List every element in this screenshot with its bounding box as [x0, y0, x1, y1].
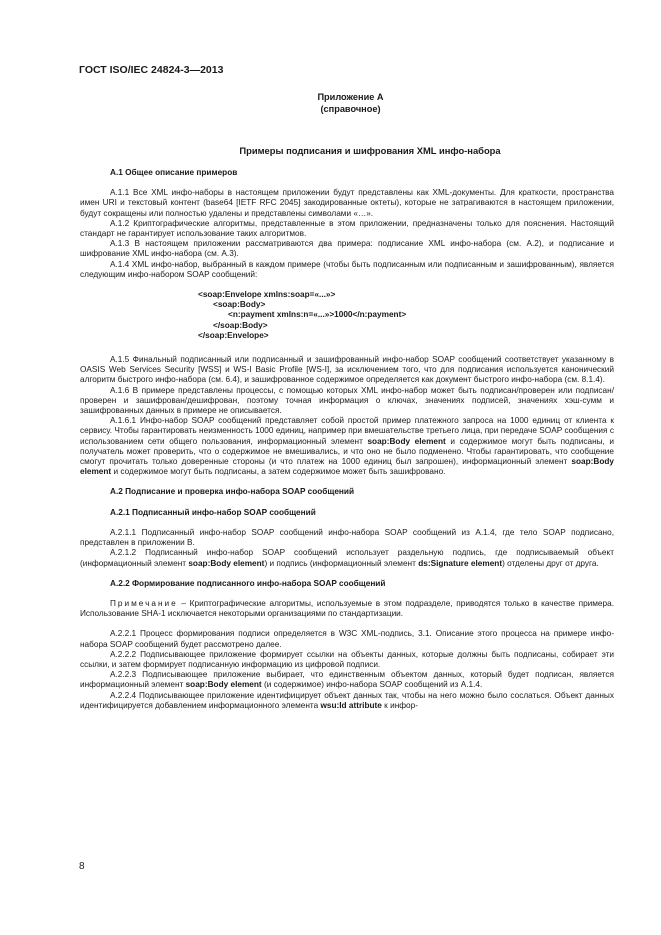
note: Примечание – Криптографические алгоритмы, используемые в этом подразделе, приводятся только в качестве примера. Использование SHA-1 исключается некоторыми организациями по стандартизации. [80, 598, 614, 619]
page-number: 8 [79, 861, 85, 872]
document-body [80, 168, 614, 711]
code-line: </soap:Envelope> [198, 330, 269, 340]
code-line: <soap:Envelope xmlns:soap=«...»> [198, 290, 336, 300]
standard-header: ГОСТ ISO/IEC 24824-3—2013 [79, 64, 224, 76]
paragraph-a12: А.1.2 Криптографические алгоритмы, представленные в этом приложении, предназначены только для пояснения. Настоящий стандарт не гарантирует использование таких алгоритмов. [80, 218, 614, 239]
annex-heading [0, 91, 661, 115]
paragraph-a211: А.2.1.1 Подписанный инфо-набор SOAP сообщений инфо-набора SOAP сообщений из А.1.4, где тело SOAP подписано, представлен в приложении В. [80, 527, 614, 548]
code-line: </soap:Body> [213, 320, 268, 330]
paragraph-a222: А.2.2.2 Подписывающее приложение формирует ссылки на объекты данных, которые должны быть подписаны, собирает эти ссылки, и затем формирует подписанную информацию из цифровой подписи. [80, 649, 614, 669]
subsection-heading-a22: А.2.2 Формирование подписанного инфо-набора SOAP сообщений [110, 578, 386, 588]
code-line: <soap:Body> [213, 300, 266, 310]
paragraph-a14: А.1.4 XML инфо-набор, выбранный в каждом примере (чтобы быть подписанным или подписанным и зашифрованным), является следующим инфо-набором SOAP сообщений: [80, 259, 614, 279]
code-block [198, 290, 614, 341]
section-heading-a2: А.2 Подписание и проверка инфо-набора SOAP сообщений [110, 487, 355, 497]
paragraph-a224: А.2.2.4 Подписывающее приложение идентифицирует объект данных так, чтобы на него можно было сослаться. Объект данных идентифицируется добавлением информационного элемента wsu:Id attribute к инфор- [80, 690, 614, 710]
paragraph-a221: А.2.2.1 Процесс формирования подписи определяется в W3C XML-подпись, 3.1. Описание этого процесса на примере инфо-набора SOAP сообщений будет рассмотрено далее. [80, 629, 614, 649]
section-heading-a1: А.1 Общее описание примеров [110, 168, 238, 177]
annex-title: Приложение А [317, 92, 384, 102]
paragraph-a223: А.2.2.3 Подписывающее приложение выбирает, что единственным объектом данных, который будет подписан, является информационный элемент soap:Body element (и содержимое) инфо-набора SOAP сообщений из А.1.4. [80, 670, 614, 690]
annex-subtitle: (справочное) [320, 104, 381, 114]
main-title: Примеры подписания и шифрования XML инфо-набора [239, 145, 501, 156]
paragraph-a212: А.2.1.2 Подписанный инфо-набор SOAP сообщений использует раздельную подпись, где подписываемый объект (информационный элемент soap:Body element) и подпись (информационный элемент ds:Signature element) отделены друг от друга. [80, 548, 614, 568]
paragraph-a13: А.1.3 В настоящем приложении рассматриваются два примера: подписание XML инфо-набора (см. А.2), и подписание и шифрование XML инфо-набора (см. А.3). [80, 239, 614, 259]
paragraph-a16: А.1.6 В примере представлены процессы, с помощью которых XML инфо-набор может быть подписан/проверен или подписан/проверен и зашифрован/дешифрован, поэтому точная информация о ключах, значениях подписей, значениях хэш-сумм и зашифрованных данных в примере не описывается. [80, 385, 614, 416]
paragraph-a161: А.1.6.1 Инфо-набор SOAP сообщений представляет собой простой пример платежного запроса на 1000 единиц от клиента к сервису. Чтобы гарантировать неизменность 1000 единиц, например при вмешательстве третьего лица, при передаче SOAP сообщения с использованием сети общего пользования, информационный элемент soap:Body element и содержимое могут быть подписаны, и получатель может проверить, что о содержимое не вмешивались, и что оно не было подменено. Чтобы гарантировать, что сообщение смогут прочитать только доверенные стороны (и что платеж на 1000 единиц был запрошен), информационный элемент soap:Body element и содержимое могут быть подписаны, а затем содержимое может быть зашифровано. [80, 416, 614, 477]
code-line: <n:payment xmlns:n=«...»>1000</n:payment> [228, 310, 407, 320]
subsection-heading-a21: А.2.1 Подписанный инфо-набор SOAP сообщений [110, 507, 316, 517]
paragraph-a11: А.1.1 Все XML инфо-наборы в настоящем приложении будут представлены как XML-документы. Для краткости, пространства имен URI и текстовый контент (base64 [IETF RFC 2045] закодированные октеты), которые не затрагиваются в настоящем приложении, будут сокращены или полностью удалены и представлены символами «…». [80, 188, 614, 218]
paragraph-a15: А.1.5 Финальный подписанный или подписанный и зашифрованный инфо-набор SOAP сообщений соответствует указанному в OASIS Web Services Security [WSS] и WS-I Basic Profile [WS-I], за исключением того, что для подписания используется канонический алгоритм быстрого инфо-набора (см. 6.4), и зашифрованное содержимое определяется как документ быстрого инфо-набора (см. 8.1.4). [80, 355, 614, 385]
